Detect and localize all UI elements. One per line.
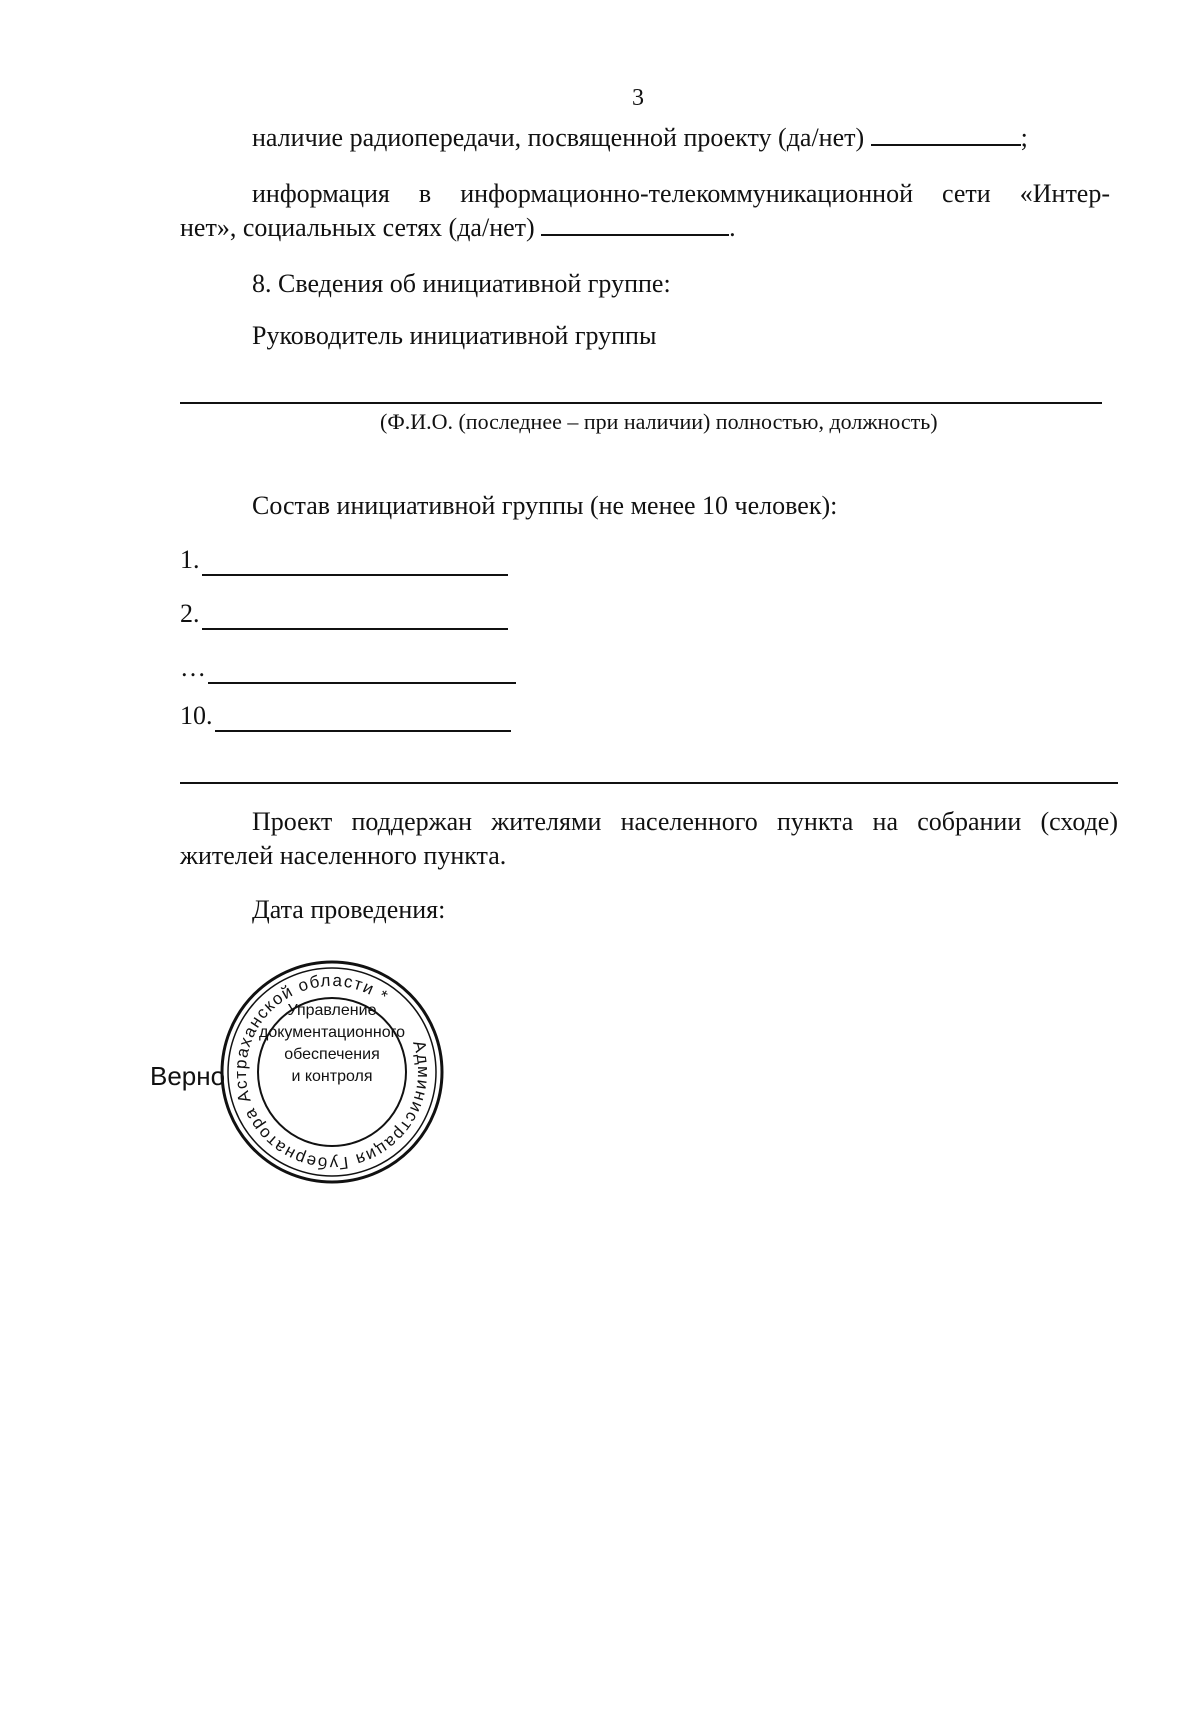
verno-label: Верно [150,1061,226,1091]
leader-name-line [180,402,1102,404]
seal-ring-text: Администрация Губернатора Астраханской области * [230,970,434,1174]
seal-center-line: документационного [259,1024,405,1041]
radio-line-end: ; [1020,123,1028,152]
member-item-2 [180,598,508,630]
support-line-2: жителей населенного пункта. [180,841,507,870]
radio-line [252,122,1028,154]
radio-answer-blank [871,122,1021,146]
member-item-ellipsis [180,652,516,684]
member-item-1 [180,544,508,576]
member-number: 1. [180,545,200,574]
radio-line-text: наличие радиопередачи, посвященной проекту (да/нет) [252,123,865,152]
section-separator [180,782,1118,784]
member-item-10 [180,700,511,732]
date-label: Дата проведения: [252,895,446,924]
member-number: 10. [180,701,213,730]
internet-line-2 [180,212,736,244]
page-number: 3 [632,85,644,111]
seal-center-line: Управление [287,1002,377,1019]
internet-line-1: информация в информационно-телекоммуникационной сети «Интер- [252,179,1110,208]
member-blank [215,704,511,732]
member-blank [202,602,508,630]
member-blank [208,656,516,684]
seal-center-text [246,1000,418,1088]
member-number: … [180,653,206,682]
leader-label: Руководитель инициативной группы [252,321,657,350]
member-number: 2. [180,599,200,628]
support-line-1: Проект поддержан жителями населенного пункта на собрании (сходе) [252,807,1118,836]
seal-center-line: и контроля [291,1068,373,1085]
official-seal [218,958,446,1186]
internet-line-end: . [729,213,736,242]
internet-answer-blank [541,212,729,236]
leader-caption: (Ф.И.О. (последнее – при наличии) полностью, должность) [380,409,938,434]
members-title: Состав инициативной группы (не менее 10 человек): [252,491,838,520]
section-8-title: 8. Сведения об инициативной группе: [252,269,671,298]
seal-center-line: обеспечения [284,1046,380,1063]
internet-line-2-text: нет», социальных сетях (да/нет) [180,213,535,242]
member-blank [202,548,508,576]
